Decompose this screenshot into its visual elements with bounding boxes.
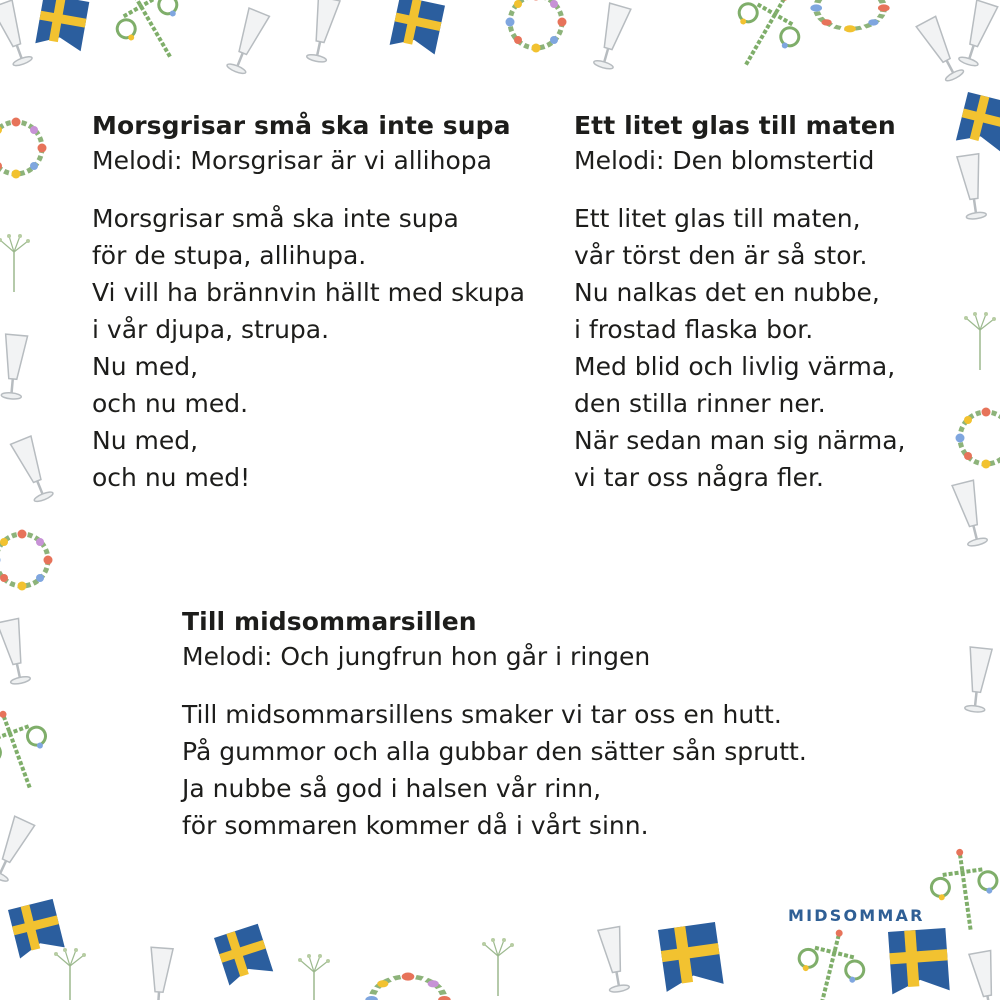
lyric-line: för sommaren kommer då i vårt sinn. [182,811,649,840]
lyric-line: Ja nubbe så god i halsen vår rinn, [182,774,602,803]
lyric-line: vår törst den är så stor. [574,241,868,270]
song-melody: Melodi: Och jungfrun hon går i ringen [182,642,651,671]
lyric-line: Nu nalkas det en nubbe, [574,278,880,307]
lyric-line: På gummor och alla gubbar den sätter sån sprutt. [182,737,807,766]
song-midsommarsillen [182,604,807,844]
song-morsgrisar [92,108,525,496]
lyric-line: i vår djupa, strupa. [92,315,330,344]
brand-label: MIDSOMMAR [788,906,925,925]
lyric-line: för de stupa, allihupa. [92,241,367,270]
song-title: Ett litet glas till maten [574,111,896,140]
lyric-line: vi tar oss några fler. [574,463,824,492]
song-title: Morsgrisar små ska inte supa [92,111,511,140]
lyric-line: den stilla rinner ner. [574,389,826,418]
song-melody: Melodi: Den blomstertid [574,146,875,175]
lyric-line: Nu med, [92,352,199,381]
lyric-line: Ett litet glas till maten, [574,204,861,233]
song-ett-litet-glas [574,108,906,496]
lyric-line: och nu med. [92,389,249,418]
lyric-line: Nu med, [92,426,199,455]
lyric-line: Till midsommarsillens smaker vi tar oss en hutt. [182,700,782,729]
lyric-line: Morsgrisar små ska inte supa [92,204,459,233]
lyric-line: och nu med! [92,463,251,492]
lyric-line: Med blid och livlig värma, [574,352,896,381]
lyric-line: Vi vill ha brännvin hällt med skupa [92,278,525,307]
lyric-line: När sedan man sig närma, [574,426,906,455]
song-title: Till midsommarsillen [182,607,477,636]
song-melody: Melodi: Morsgrisar är vi allihopa [92,146,492,175]
lyric-line: i frostad flaska bor. [574,315,814,344]
